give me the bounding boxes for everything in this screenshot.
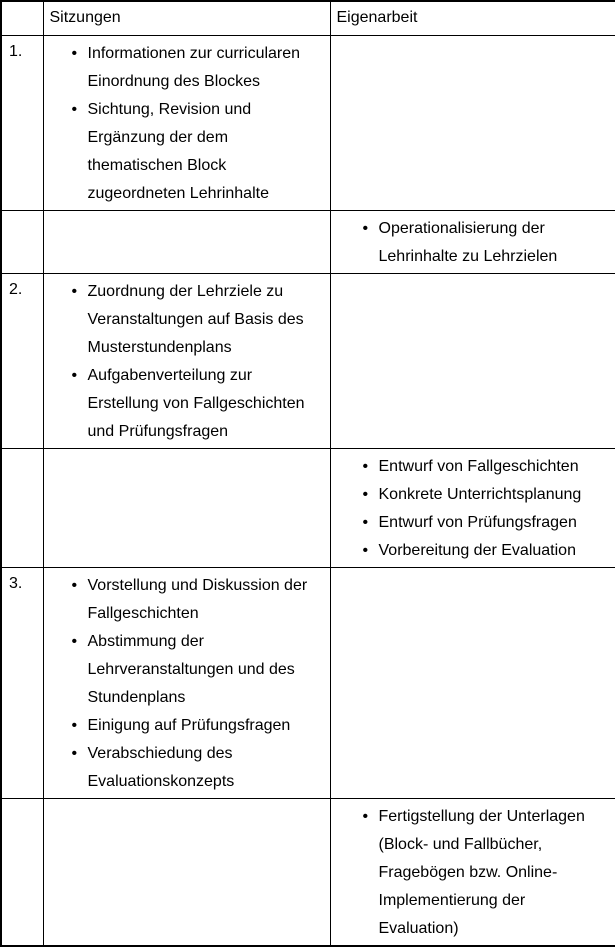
eigenarbeit-cell — [330, 567, 615, 798]
header-eigenarbeit-label: Eigenarbeit — [331, 2, 615, 34]
bullet-list — [331, 449, 615, 567]
row-number-cell — [1, 273, 43, 448]
row-number-cell — [1, 210, 43, 273]
bullet-icon: • — [72, 572, 88, 600]
list-item-text: Verabschiedung des Evaluationskonzepts — [88, 740, 328, 796]
list-item — [72, 712, 328, 740]
eigenarbeit-cell — [330, 210, 615, 273]
header-cell-number — [1, 1, 43, 35]
list-item — [72, 96, 328, 208]
sitzungen-cell — [43, 448, 330, 567]
list-item-text: Fertigstellung der Unterlagen (Block- und Fallbücher, Fragebögen bzw. Online-Implementierung der Evaluation) — [379, 803, 606, 943]
header-cell-sitzungen — [43, 1, 330, 35]
list-item-text: Entwurf von Prüfungsfragen — [379, 509, 606, 537]
list-item-text: Operationalisierung der Lehrinhalte zu Lehrzielen — [379, 215, 606, 271]
row-number-label: 1. — [2, 36, 43, 64]
bullet-list — [44, 36, 330, 210]
bullet-icon: • — [72, 278, 88, 306]
list-item-text: Einigung auf Prüfungsfragen — [88, 712, 328, 740]
bullet-icon: • — [363, 481, 379, 509]
list-item — [72, 572, 328, 628]
header-number-label — [2, 2, 43, 10]
eigenarbeit-cell — [330, 798, 615, 946]
bullet-icon: • — [72, 740, 88, 768]
list-item-text: Informationen zur curricularen Einordnung des Blockes — [88, 40, 328, 96]
bullet-icon: • — [363, 215, 379, 243]
list-item — [72, 740, 328, 796]
list-item-text: Aufgabenverteilung zur Erstellung von Fallgeschichten und Prüfungsfragen — [88, 362, 328, 446]
list-item — [363, 537, 606, 565]
list-item — [72, 278, 328, 362]
list-item — [363, 481, 606, 509]
bullet-icon: • — [72, 628, 88, 656]
bullet-icon: • — [72, 40, 88, 68]
header-sitzungen-label: Sitzungen — [44, 2, 330, 34]
list-item-text: Konkrete Unterrichtsplanung — [379, 481, 606, 509]
table-row — [1, 448, 615, 567]
table-header-row — [1, 1, 615, 35]
row-number-label: 2. — [2, 274, 43, 302]
table-row — [1, 567, 615, 798]
list-item — [72, 362, 328, 446]
list-item — [363, 509, 606, 537]
sitzungen-cell — [43, 273, 330, 448]
bullet-list — [44, 568, 330, 798]
bullet-icon: • — [72, 712, 88, 740]
list-item-text: Sichtung, Revision und Ergänzung der dem thematischen Block zugeordneten Lehrinhalte — [88, 96, 328, 208]
bullet-icon: • — [363, 537, 379, 565]
list-item-text: Zuordnung der Lehrziele zu Veranstaltungen auf Basis des Musterstundenplans — [88, 278, 328, 362]
sitzungen-cell — [43, 567, 330, 798]
bullet-icon: • — [363, 509, 379, 537]
list-item-text: Vorbereitung der Evaluation — [379, 537, 606, 565]
list-item — [363, 453, 606, 481]
sitzungen-cell — [43, 210, 330, 273]
list-item — [363, 215, 606, 271]
eigenarbeit-cell — [330, 273, 615, 448]
list-item-text: Entwurf von Fallgeschichten — [379, 453, 606, 481]
row-number-label: 3. — [2, 568, 43, 596]
header-cell-eigenarbeit — [330, 1, 615, 35]
bullet-list — [331, 799, 615, 945]
bullet-icon: • — [363, 803, 379, 831]
list-item — [72, 628, 328, 712]
list-item — [363, 803, 606, 943]
row-number-cell — [1, 448, 43, 567]
bullet-list — [44, 274, 330, 448]
bullet-icon: • — [363, 453, 379, 481]
table-row — [1, 35, 615, 210]
list-item — [72, 40, 328, 96]
sitzungen-cell — [43, 35, 330, 210]
bullet-icon: • — [72, 96, 88, 124]
table-row — [1, 273, 615, 448]
row-number-cell — [1, 567, 43, 798]
list-item-text: Vorstellung und Diskussion der Fallgeschichten — [88, 572, 328, 628]
row-number-cell — [1, 35, 43, 210]
eigenarbeit-cell — [330, 35, 615, 210]
list-item-text: Abstimmung der Lehrveranstaltungen und des Stundenplans — [88, 628, 328, 712]
table-row — [1, 798, 615, 946]
bullet-icon: • — [72, 362, 88, 390]
bullet-list — [331, 211, 615, 273]
eigenarbeit-cell — [330, 448, 615, 567]
table-row — [1, 210, 615, 273]
sitzungen-cell — [43, 798, 330, 946]
row-number-cell — [1, 798, 43, 946]
